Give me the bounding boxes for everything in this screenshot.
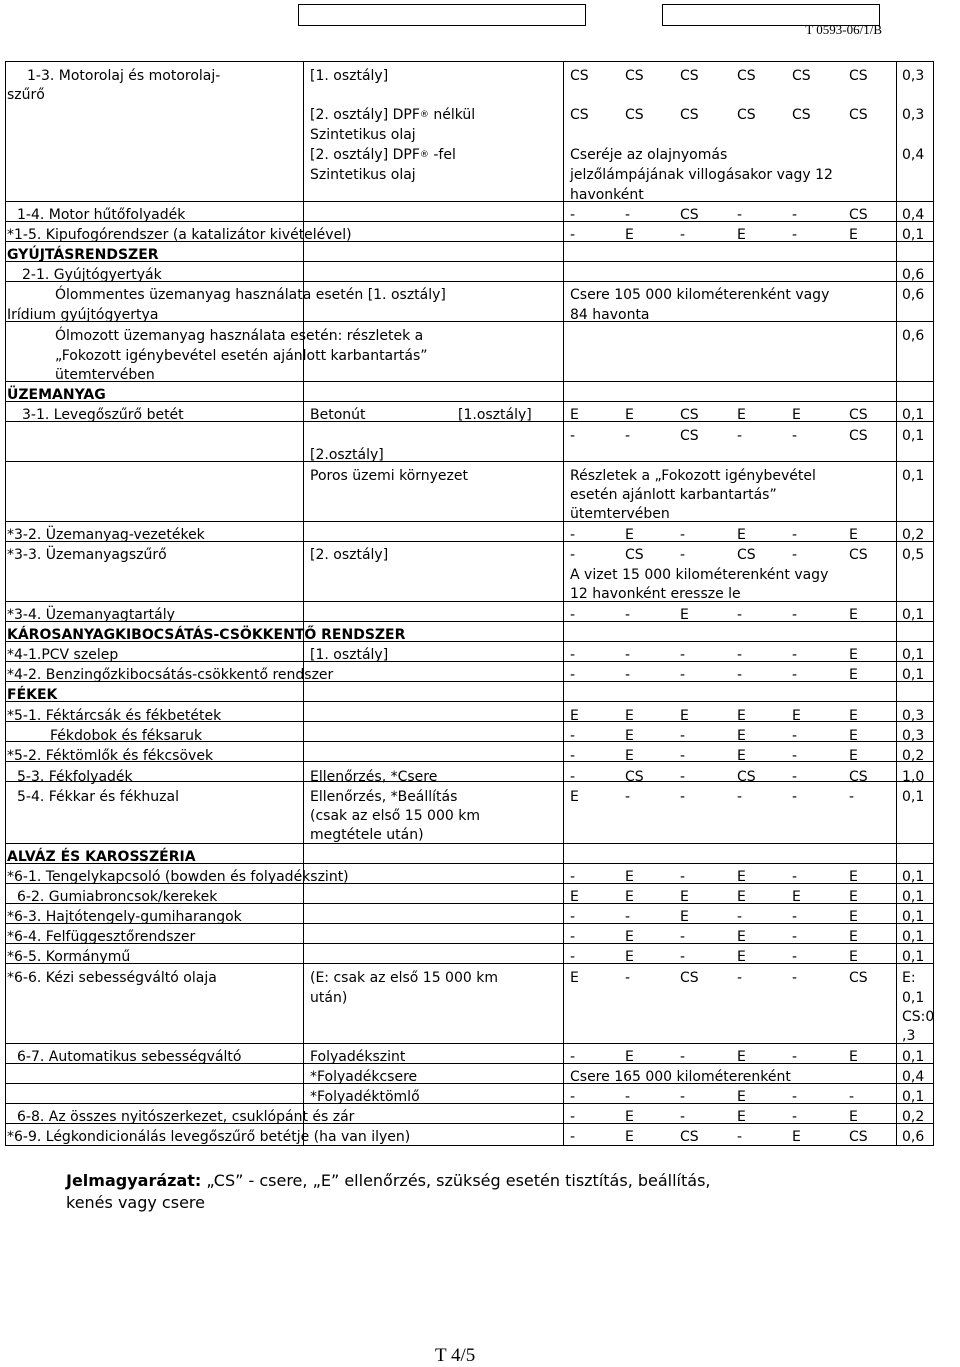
table-cell-text: E — [737, 708, 746, 724]
section-heading: FÉKEK — [7, 687, 58, 703]
table-cell-text: CS — [680, 107, 699, 123]
table-cell-text: Szintetikus olaj — [310, 167, 416, 183]
row-separator — [5, 843, 934, 844]
table-cell-text: „Fokozott igénybevétel esetén ajánlott karbantartás” — [55, 348, 428, 364]
table-cell-text: - — [570, 227, 576, 243]
table-cell-text: E — [849, 728, 858, 744]
table-cell-text: - — [570, 647, 576, 663]
table-cell-text: *5-1. Féktárcsák és fékbetétek — [7, 708, 222, 724]
table-cell-text: - — [570, 929, 576, 945]
table-cell-text: CS — [680, 970, 699, 986]
table-cell-text: E — [849, 1109, 858, 1125]
table-cell-text: E — [849, 527, 858, 543]
table-cell-text: E — [625, 869, 634, 885]
table-cell-text: -fel — [428, 147, 456, 163]
section-heading: GYÚJTÁSRENDSZER — [7, 247, 159, 263]
row-separator — [5, 521, 934, 522]
table-cell-text: A vizet 15 000 kilométerenként vagy — [570, 567, 829, 583]
table-cell-text: - — [625, 909, 631, 925]
table-cell-text — [310, 146, 456, 165]
table-cell-text: E — [625, 949, 634, 965]
table-cell-text: *4-1.PCV szelep — [7, 647, 119, 663]
table-cell-text: - — [792, 789, 798, 805]
table-cell-text: - — [792, 769, 798, 785]
table-cell-text: - — [737, 1129, 743, 1145]
table-cell-text: E — [849, 708, 858, 724]
table-cell-text: E — [849, 929, 858, 945]
table-cell-text: 6-2. Gumiabroncsok/kerekek — [17, 889, 218, 905]
table-cell-text: E — [792, 1129, 801, 1145]
table-cell-text: E — [849, 647, 858, 663]
table-cell-text: E — [625, 1109, 634, 1125]
legend-text-line1: „CS” - csere, „E” ellenőrzés, szükség esetén tisztítás, beállítás, — [201, 1171, 711, 1190]
table-cell-text: 0,3 — [902, 728, 925, 744]
table-cell-text: E — [792, 889, 801, 905]
table-cell-text: 0,6 — [902, 328, 925, 344]
table-cell-text: - — [680, 949, 686, 965]
table-cell-text: - — [570, 1049, 576, 1065]
table-cell-text: *6-5. Kormánymű — [7, 949, 131, 965]
table-cell-text: E — [625, 527, 634, 543]
registered-mark: ® — [419, 110, 429, 120]
table-cell-text: után) — [310, 990, 348, 1006]
table-cell-text: 5-4. Fékkar és fékhuzal — [17, 789, 179, 805]
table-cell-text: E — [849, 869, 858, 885]
table-cell-text: 0,2 — [902, 1109, 925, 1125]
table-cell-text: 0,1 — [902, 468, 925, 484]
table-cell-text: - — [792, 728, 798, 744]
table-cell-text: - — [570, 748, 576, 764]
table-cell-text: CS — [849, 1129, 868, 1145]
table-cell-text: [2.osztály] — [310, 447, 384, 463]
table-cell-text: E — [849, 748, 858, 764]
table-cell-text: E — [625, 708, 634, 724]
table-cell-text: 1,0 — [902, 769, 925, 785]
table-cell-text: *6-1. Tengelykapcsoló (bowden és folyadékszint) — [7, 869, 349, 885]
table-cell-text: E — [680, 889, 689, 905]
table-cell-text: CS — [680, 207, 699, 223]
table-cell-text: E — [625, 889, 634, 905]
table-cell-text: - — [625, 428, 631, 444]
table-cell-text: CS — [737, 107, 756, 123]
table-cell-text: - — [570, 728, 576, 744]
table-cell-text: 12 havonként eressze le — [570, 586, 741, 602]
table-cell-text: [2. osztály] DPF — [310, 107, 420, 123]
table-cell-text: E — [737, 227, 746, 243]
table-cell-text: CS — [570, 107, 589, 123]
table-cell-text: - — [570, 869, 576, 885]
row-separator — [5, 401, 934, 402]
table-cell-text: - — [849, 789, 855, 805]
table-cell-text: - — [570, 667, 576, 683]
table-cell-text: - — [680, 1049, 686, 1065]
column-divider — [563, 61, 564, 1145]
table-cell-text: 0,6 — [902, 267, 925, 283]
table-cell-text: 0,1 — [902, 647, 925, 663]
table-cell-text: - — [792, 1109, 798, 1125]
table-cell-text: CS:0 — [902, 1009, 935, 1025]
row-separator — [5, 201, 934, 202]
table-cell-text: E — [737, 407, 746, 423]
table-cell-text: - — [570, 207, 576, 223]
table-cell-text: E — [625, 748, 634, 764]
table-cell-text: 0,3 — [902, 708, 925, 724]
table-cell-text: - — [792, 909, 798, 925]
table-cell-text: CS — [849, 68, 868, 84]
table-cell-text: E — [625, 227, 634, 243]
table-cell-text: - — [625, 789, 631, 805]
table-cell-text: 0,1 — [902, 909, 925, 925]
table-cell-text: - — [680, 769, 686, 785]
table-cell-text: E — [849, 909, 858, 925]
table-cell-text: CS — [680, 428, 699, 444]
table-cell-text: E — [625, 1049, 634, 1065]
table-cell-text: 3-1. Levegőszűrő betét — [22, 407, 184, 423]
table-cell-text: - — [570, 428, 576, 444]
table-cell-text: CS — [680, 68, 699, 84]
row-separator — [5, 1043, 934, 1044]
document-number: T 0593-06/1/B — [805, 22, 882, 37]
table-cell-text: - — [680, 789, 686, 805]
table-cell-text: 6-8. Az összes nyitószerkezet, csuklópánt és zár — [17, 1109, 355, 1125]
table-cell-text: - — [792, 667, 798, 683]
table-cell-text: - — [849, 1089, 855, 1105]
table-cell-text: 0,1 — [902, 789, 925, 805]
table-cell-text: 1-4. Motor hűtőfolyadék — [17, 207, 186, 223]
table-cell-text: E — [737, 929, 746, 945]
table-cell-text: 0,1 — [902, 667, 925, 683]
table-cell-text: *3-2. Üzemanyag-vezetékek — [7, 527, 205, 543]
table-cell-text: - — [625, 647, 631, 663]
table-cell-text: szűrő — [7, 87, 45, 103]
table-cell-text: - — [792, 929, 798, 945]
table-cell-text: E — [737, 748, 746, 764]
table-cell-text: 0,1 — [902, 607, 925, 623]
table-cell-text: Fékdobok és féksaruk — [50, 728, 203, 744]
table-cell-text: CS — [570, 68, 589, 84]
table-cell-text: CS — [625, 68, 644, 84]
table-cell-text: E — [737, 889, 746, 905]
table-cell-text: - — [737, 667, 743, 683]
legend-label: Jelmagyarázat: — [66, 1171, 202, 1190]
table-cell-text: 0,1 — [902, 929, 925, 945]
table-cell-text: E — [792, 407, 801, 423]
header-blank-field-1 — [298, 4, 586, 26]
table-cell-text: E — [737, 1049, 746, 1065]
table-cell-text: CS — [680, 1129, 699, 1145]
table-cell-text: CS — [792, 68, 811, 84]
table-cell-text: - — [680, 647, 686, 663]
table-cell-text: - — [792, 607, 798, 623]
table-cell-text: - — [680, 929, 686, 945]
table-cell-text: CS — [625, 547, 644, 563]
row-separator — [5, 701, 934, 702]
page-number: T 4/5 — [435, 1345, 476, 1366]
table-cell-text: - — [737, 207, 743, 223]
table-cell-text: - — [792, 547, 798, 563]
table-cell-text: - — [680, 547, 686, 563]
table-cell-text: 0,2 — [902, 748, 925, 764]
table-cell-text: ,3 — [902, 1028, 916, 1044]
table-cell-text: Folyadékszint — [310, 1049, 406, 1065]
table-cell-text: [1. osztály] — [310, 647, 389, 663]
table-cell-text: 0,4 — [902, 147, 925, 163]
table-cell-text: *6-4. Felfüggesztőrendszer — [7, 929, 196, 945]
table-cell-text: 0,1 — [902, 1089, 925, 1105]
table-cell-text: E — [849, 949, 858, 965]
table-cell-text: *Folyadéktömlő — [310, 1089, 420, 1105]
table-cell-text: E — [570, 970, 579, 986]
table-cell-text: *1-5. Kipufogórendszer (a katalizátor kivételével) — [7, 227, 352, 243]
table-cell-text: 84 havonta — [570, 307, 650, 323]
legend-text-line2: kenés vagy csere — [66, 1193, 205, 1212]
table-cell-text: CS — [849, 769, 868, 785]
table-cell-text: - — [792, 207, 798, 223]
table-cell-text: 5-3. Fékfolyadék — [17, 769, 133, 785]
table-cell-text: - — [570, 769, 576, 785]
table-cell-text: - — [792, 428, 798, 444]
table-cell-text: E — [737, 728, 746, 744]
table-cell-text: - — [737, 647, 743, 663]
table-cell-text: 0,1 — [902, 889, 925, 905]
table-cell-text: - — [792, 527, 798, 543]
table-cell-text: - — [625, 970, 631, 986]
table-cell-text: - — [680, 667, 686, 683]
table-cell-text: - — [680, 1109, 686, 1125]
table-cell-text: 0,5 — [902, 547, 925, 563]
table-cell-text: 0,4 — [902, 1069, 925, 1085]
row-separator — [5, 601, 934, 602]
table-cell-text: E — [625, 1129, 634, 1145]
table-cell-text: - — [680, 227, 686, 243]
table-cell-text: Részletek a „Fokozott igénybevétel — [570, 468, 816, 484]
table-cell-text: *3-3. Üzemanyagszűrő — [7, 547, 167, 563]
table-cell-text: - — [792, 748, 798, 764]
table-cell-text: CS — [849, 970, 868, 986]
table-cell-text: E — [570, 708, 579, 724]
table-cell-text: nélkül — [428, 107, 476, 123]
table-cell-text: - — [625, 667, 631, 683]
table-cell-text: Ellenőrzés, *Beállítás — [310, 789, 458, 805]
table-cell-text: E — [849, 227, 858, 243]
table-cell-text: E — [849, 607, 858, 623]
table-cell-text: Betonút — [310, 407, 366, 423]
table-cell-text: - — [737, 428, 743, 444]
table-cell-text: - — [680, 527, 686, 543]
table-cell-text: *6-9. Légkondicionálás levegőszűrő betétje (ha van ilyen) — [7, 1129, 411, 1145]
table-cell-text: *5-2. Féktömlők és fékcsövek — [7, 748, 214, 764]
table-cell-text: *Folyadékcsere — [310, 1069, 418, 1085]
table-cell-text: - — [737, 607, 743, 623]
row-separator — [5, 1083, 934, 1084]
table-cell-text: [1. osztály] — [310, 68, 389, 84]
table-cell-text: *3-4. Üzemanyagtartály — [7, 607, 175, 623]
table-cell-text: - — [792, 647, 798, 663]
table-cell-text: 6-7. Automatikus sebességváltó — [17, 1049, 242, 1065]
table-cell-text: 1-3. Motorolaj és motorolaj- — [27, 68, 221, 84]
section-heading: KÁROSANYAGKIBOCSÁTÁS-CSÖKKENTŐ RENDSZER — [7, 627, 406, 643]
registered-mark: ® — [419, 150, 429, 160]
table-cell-text: CS — [680, 407, 699, 423]
table-cell-text: (csak az első 15 000 km — [310, 808, 480, 824]
table-cell-text: E — [625, 407, 634, 423]
table-cell-text: ütemtervében — [570, 506, 670, 522]
table-cell-text: - — [570, 1089, 576, 1105]
section-heading: ÜZEMANYAG — [7, 387, 106, 403]
table-cell-text: - — [680, 728, 686, 744]
table-cell-text: Poros üzemi környezet — [310, 468, 468, 484]
table-cell-text: - — [570, 1109, 576, 1125]
table-cell-text: Csere 105 000 kilométerenként vagy — [570, 287, 830, 303]
table-cell-text: CS — [792, 107, 811, 123]
row-separator — [5, 461, 934, 462]
table-cell-text: E — [680, 909, 689, 925]
table-cell-text: [1.osztály] — [458, 407, 532, 423]
table-cell-text: Cseréje az olajnyomás — [570, 147, 728, 163]
table-cell-text: E — [737, 1109, 746, 1125]
table-cell-text: 0,1 — [902, 949, 925, 965]
table-cell-text: CS — [849, 407, 868, 423]
table-cell-text: E — [570, 407, 579, 423]
table-cell-text: 0,3 — [902, 107, 925, 123]
table-cell-text: CS — [737, 68, 756, 84]
table-cell-text: - — [625, 607, 631, 623]
table-cell-text: Irídium gyújtógyertya — [7, 307, 159, 323]
table-cell-text: - — [792, 869, 798, 885]
table-cell-text: Ólommentes üzemanyag használata esetén [1. osztály] — [55, 287, 446, 303]
table-cell-text: *4-2. Benzingőzkibocsátás-csökkentő rendszer — [7, 667, 334, 683]
table-cell-text: E — [792, 708, 801, 724]
table-cell-text: - — [737, 909, 743, 925]
table-cell-text: E — [570, 889, 579, 905]
table-cell-text: 0,1 — [902, 407, 925, 423]
table-cell-text: Ellenőrzés, *Csere — [310, 769, 438, 785]
table-cell-text: 0,6 — [902, 1129, 925, 1145]
table-cell-text: 0,4 — [902, 207, 925, 223]
table-cell-text: Szintetikus olaj — [310, 127, 416, 143]
table-cell-text: - — [570, 527, 576, 543]
table-cell-text: - — [792, 1089, 798, 1105]
table-cell-text: E — [737, 527, 746, 543]
table-cell-text: - — [625, 1089, 631, 1105]
table-cell-text: E — [737, 949, 746, 965]
table-cell-text: - — [570, 607, 576, 623]
table-cell-text: 2-1. Gyújtógyertyák — [22, 267, 162, 283]
table-cell-text: 0,1 — [902, 428, 925, 444]
table-cell-text: - — [737, 970, 743, 986]
table-cell-text: - — [570, 1129, 576, 1145]
table-cell-text: (E: csak az első 15 000 km — [310, 970, 498, 986]
table-cell-text: Csere 165 000 kilométerenként — [570, 1069, 791, 1085]
table-cell-text: 0,3 — [902, 68, 925, 84]
table-cell-text: E — [680, 607, 689, 623]
table-cell-text: - — [680, 1089, 686, 1105]
table-cell-text: - — [680, 869, 686, 885]
table-cell-text: E — [849, 889, 858, 905]
column-divider — [896, 61, 897, 1145]
table-cell-text — [310, 106, 475, 125]
table-cell-text: CS — [625, 107, 644, 123]
table-cell-text: - — [792, 227, 798, 243]
table-cell-text: - — [570, 949, 576, 965]
table-cell-text: - — [570, 547, 576, 563]
table-cell-text: E: — [902, 970, 916, 986]
table-cell-text: - — [570, 909, 576, 925]
table-cell-text: 0,6 — [902, 287, 925, 303]
table-cell-text: E — [680, 708, 689, 724]
table-cell-text: CS — [849, 107, 868, 123]
table-cell-text: 0,1 — [902, 869, 925, 885]
table-cell-text: CS — [625, 769, 644, 785]
table-cell-text: E — [737, 869, 746, 885]
table-cell-text: CS — [849, 428, 868, 444]
table-cell-text: *6-6. Kézi sebességváltó olaja — [7, 970, 217, 986]
table-cell-text: 0,2 — [902, 527, 925, 543]
table-cell-text: esetén ajánlott karbantartás” — [570, 487, 777, 503]
table-cell-text: - — [625, 207, 631, 223]
table-cell-text: 0,1 — [902, 227, 925, 243]
column-divider — [303, 61, 304, 1145]
table-cell-text: Ólmozott üzemanyag használata esetén: részletek a — [55, 328, 424, 344]
table-cell-text: [2. osztály] DPF — [310, 147, 420, 163]
table-cell-text: - — [792, 1049, 798, 1065]
table-cell-text: E — [570, 789, 579, 805]
table-cell-text: [2. osztály] — [310, 547, 389, 563]
table-cell-text: E — [849, 667, 858, 683]
table-cell-text: ütemtervében — [55, 367, 155, 383]
table-cell-text: 0,1 — [902, 1049, 925, 1065]
table-cell-text: - — [792, 970, 798, 986]
table-cell-text: CS — [737, 769, 756, 785]
table-cell-text: *6-3. Hajtótengely-gumiharangok — [7, 909, 242, 925]
table-cell-text: E — [737, 1089, 746, 1105]
table-cell-text: havonként — [570, 187, 644, 203]
table-cell-text: E — [625, 929, 634, 945]
table-cell-text: jelzőlámpájának villogásakor vagy 12 — [570, 167, 833, 183]
table-cell-text: CS — [737, 547, 756, 563]
table-cell-text: 0,1 — [902, 990, 925, 1006]
table-cell-text: CS — [849, 207, 868, 223]
legend — [66, 1170, 711, 1214]
table-cell-text: - — [680, 748, 686, 764]
table-cell-text: CS — [849, 547, 868, 563]
section-heading: ALVÁZ ÉS KAROSSZÉRIA — [7, 849, 196, 865]
table-cell-text: E — [625, 728, 634, 744]
table-cell-text: megtétele után) — [310, 827, 424, 843]
table-cell-text: - — [792, 949, 798, 965]
table-cell-text: - — [737, 789, 743, 805]
table-cell-text: E — [849, 1049, 858, 1065]
